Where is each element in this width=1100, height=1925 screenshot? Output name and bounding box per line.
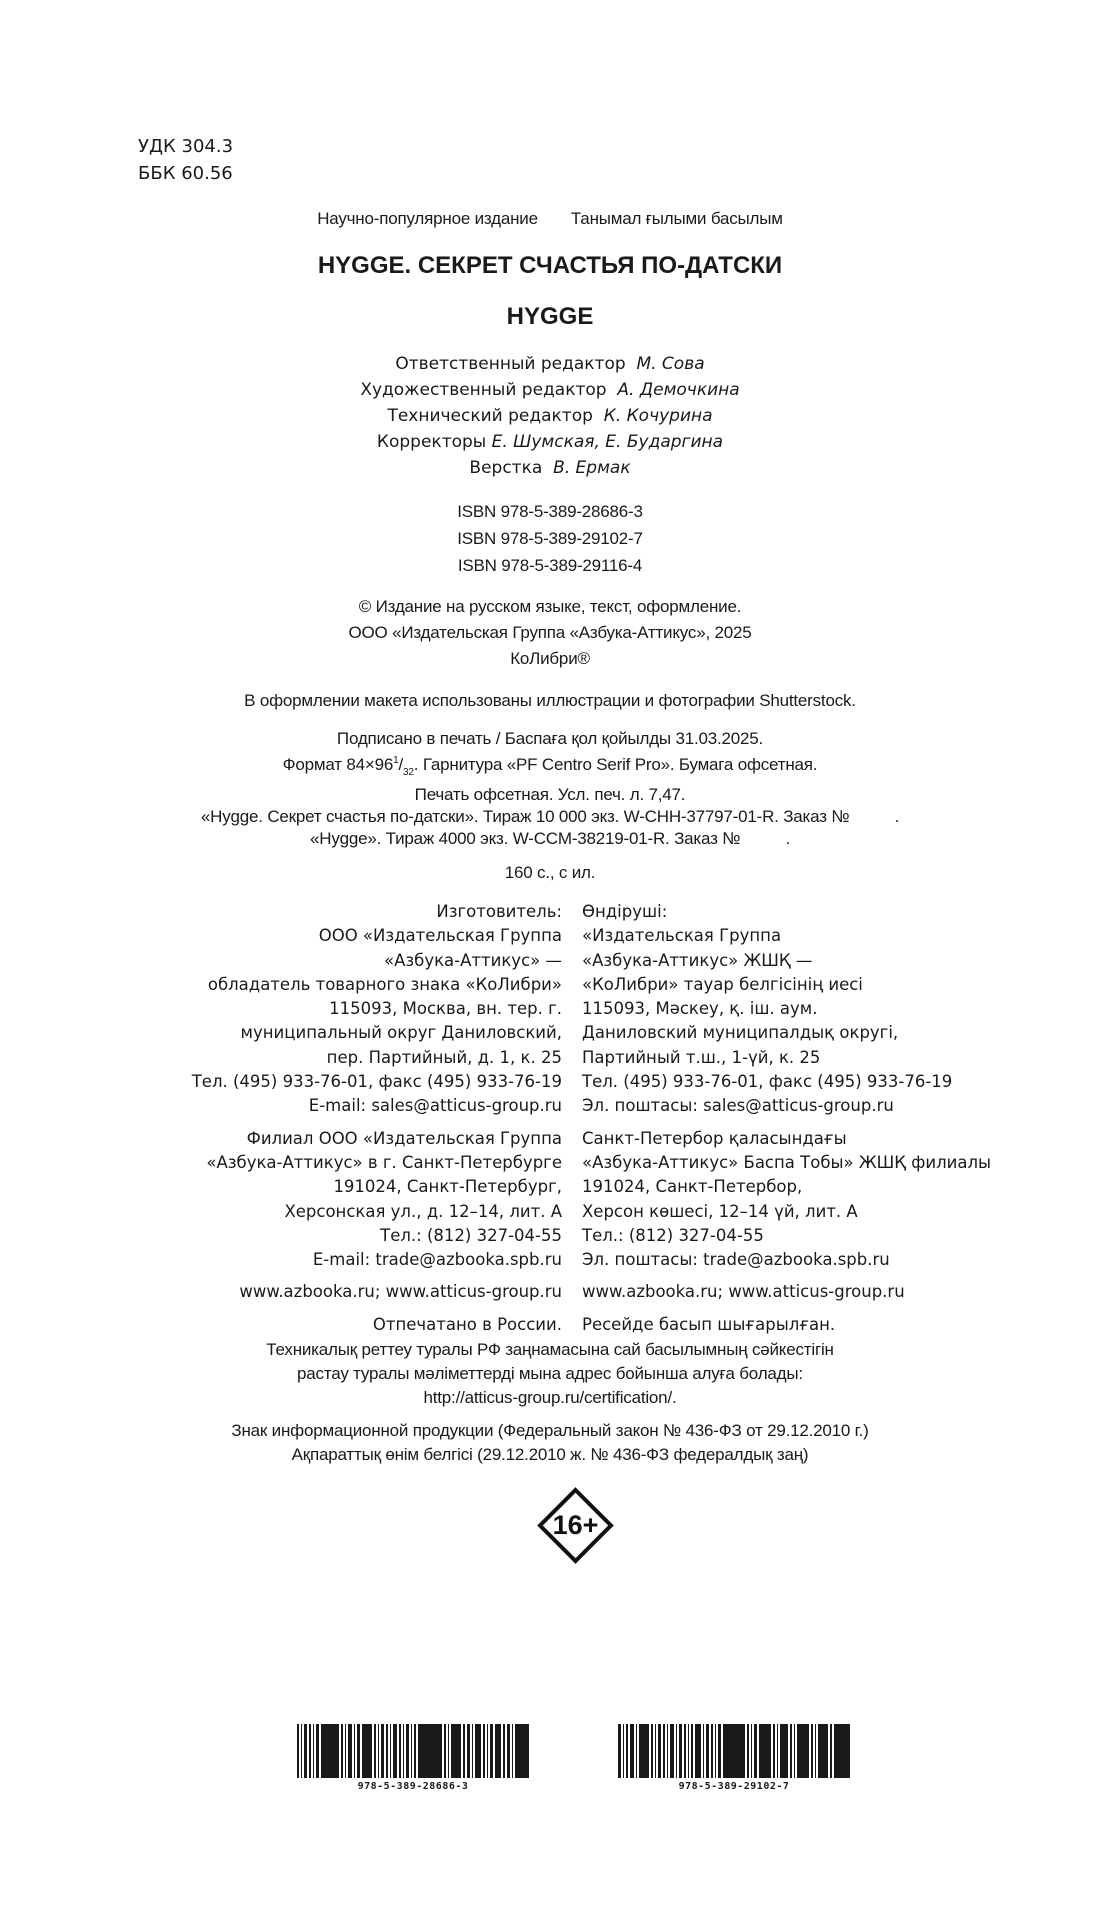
print-run-2: «Hygge». Тираж 4000 экз. W-CCM-38219-01-R. Заказ № . — [309, 829, 791, 848]
barcode-2 — [618, 1724, 850, 1792]
classification-codes — [138, 133, 233, 187]
format-sup: 1 — [393, 755, 399, 766]
barcode-label: 978-5-389-29102-7 — [678, 1781, 790, 1792]
branch-ru-line: «Азбука-Аттикус» в г. Санкт-Петербурге — [206, 1152, 562, 1172]
signed-date: Подписано в печать / Баспаға қол қойылды 31.03.2025. — [336, 729, 764, 748]
branch-kz-line: «Азбука-Аттикус» Баспа Тобы» ЖШҚ филиалы — [582, 1152, 992, 1172]
edition-type-kz: Танымал ғылыми басылым — [570, 209, 783, 228]
print-type: Печать офсетная. Усл. печ. л. 7,47. — [414, 785, 686, 804]
credit-role: Технический редактор — [387, 406, 593, 426]
page-count: 160 с., с ил. — [504, 863, 596, 882]
credit-role: Ответственный редактор — [395, 354, 626, 374]
info-sign-block — [0, 1419, 1100, 1467]
manufacturer-ru-line: обладатель товарного знака «КоЛибри» — [207, 974, 562, 994]
branch-ru-line: 191024, Санкт-Петербург, — [333, 1177, 562, 1197]
isbn-line: ISBN 978-5-389-28686-3 — [457, 502, 643, 521]
websites-kz: www.azbooka.ru; www.atticus-group.ru — [582, 1282, 905, 1302]
manufacturer-kz-line: «Азбука-Аттикус» ЖШҚ — — [582, 950, 813, 970]
manufacturer-ru-line: пер. Партийный, д. 1, к. 25 — [326, 1047, 562, 1067]
credit-line — [0, 351, 1100, 377]
isbn-line: ISBN 978-5-389-29102-7 — [457, 529, 643, 548]
manufacturer-kz-line: 115093, Мәскеу, қ. іш. аум. — [582, 999, 818, 1019]
manufacturer-kz-line: «Издательская Группа — [582, 926, 782, 946]
certification-line: растау туралы мәліметтерді мына адрес бойынша алуға болады: — [297, 1364, 803, 1383]
certification-line: Техникалық реттеу туралы РФ заңнамасына сай басылымның сәйкестігін — [266, 1340, 834, 1359]
illustrations-note: В оформлении макета использованы иллюстрации и фотографии Shutterstock. — [244, 691, 856, 710]
manufacturer-kz-line: Даниловский муниципалдық округі, — [582, 1023, 899, 1043]
copyright-block — [0, 594, 1100, 672]
credits-block — [0, 351, 1100, 481]
branch-ru-line: E-mail: trade@azbooka.spb.ru — [312, 1250, 562, 1270]
barcode-bars — [297, 1724, 529, 1778]
manufacturer-ru-line: E-mail: sales@atticus-group.ru — [308, 1096, 562, 1116]
age-rating-text: 16+ — [552, 1510, 599, 1540]
manufacturer-ru-line: муниципальный округ Даниловский, — [240, 1023, 562, 1043]
barcode-label: 978-5-389-28686-3 — [357, 1781, 469, 1792]
printed-in-ru: Отпечатано в России. — [372, 1314, 562, 1334]
format-suffix: . Гарнитура «PF Centro Serif Pro». Бумага офсетная. — [413, 755, 818, 774]
manufacturer-kz-line: «КоЛибри» тауар белгісінің иесі — [582, 974, 863, 994]
book-title: HYGGE. СЕКРЕТ СЧАСТЬЯ ПО-ДАТСКИ — [317, 252, 783, 279]
branch-ru-line: Херсонская ул., д. 12–14, лит. А — [284, 1201, 562, 1221]
manufacturer-ru-line: ООО «Издательская Группа — [318, 926, 562, 946]
copyright-line: ООО «Издательская Группа «Азбука-Аттикус», 2025 — [348, 623, 752, 642]
print-run-1: «Hygge. Секрет счастья по-датски». Тираж 10 000 экз. W-CHH-37797-01-R. Заказ № . — [200, 807, 900, 826]
print-info-block — [0, 728, 1100, 884]
certification-block — [0, 1338, 1100, 1410]
manufacturer-kz-line: Эл. поштасы: sales@atticus-group.ru — [582, 1096, 894, 1116]
isbn-line: ISBN 978-5-389-29116-4 — [457, 556, 643, 575]
branch-kz-line: Санкт-Петербор қаласындағы — [582, 1128, 847, 1148]
credit-role: Художественный редактор — [360, 380, 607, 400]
branch-kz-line: Тел.: (812) 327-04-55 — [582, 1225, 764, 1245]
credit-line — [0, 377, 1100, 403]
certification-url: http://atticus-group.ru/certification/. — [423, 1388, 677, 1407]
copyright-line: © Издание на русском языке, текст, оформление. — [358, 597, 742, 616]
branch-kz-line: 191024, Санкт-Петербор, — [582, 1177, 803, 1197]
credit-role: Корректоры — [376, 432, 487, 452]
info-sign-line: Знак информационной продукции (Федеральный закон № 436-ФЗ от 29.12.2010 г.) — [231, 1421, 869, 1440]
credit-name: А. Демочкина — [617, 380, 740, 400]
printed-in-kz: Ресейде басып шығарылған. — [582, 1314, 836, 1334]
age-rating-badge — [537, 1487, 614, 1564]
format-sub: 32 — [403, 767, 414, 778]
manufacturer-ru-line: Изготовитель: — [436, 902, 562, 921]
bbk-code: ББК 60.56 — [138, 163, 233, 184]
barcode-bars — [618, 1724, 850, 1778]
info-sign-line: Ақпараттық өнім белгісі (29.12.2010 ж. № 436-ФЗ федералдық заң) — [291, 1445, 809, 1464]
credit-role: Верстка — [469, 458, 543, 478]
credit-name: В. Ермак — [553, 458, 631, 478]
barcode-1 — [297, 1724, 529, 1792]
manufacturer-kz-line: Өндіруші: — [582, 902, 668, 921]
book-subtitle: HYGGE — [506, 303, 594, 330]
credit-line — [0, 403, 1100, 429]
manufacturer-ru-line: Тел. (495) 933-76-01, факс (495) 933-76-19 — [191, 1072, 562, 1092]
copyright-line: КоЛибри® — [510, 649, 590, 668]
manufacturer-kz-line: Тел. (495) 933-76-01, факс (495) 933-76-19 — [582, 1072, 953, 1092]
credit-line — [0, 429, 1100, 455]
credit-name: К. Кочурина — [603, 406, 713, 426]
branch-kz-line: Херсон көшесі, 12–14 үй, лит. А — [582, 1201, 858, 1221]
branch-kz-line: Эл. поштасы: trade@azbooka.spb.ru — [582, 1250, 890, 1270]
credit-name: Е. Шумская, Е. Бударгина — [491, 432, 724, 452]
isbn-block — [0, 498, 1100, 579]
manufacturer-ru-line: 115093, Москва, вн. тер. г. — [329, 999, 562, 1019]
websites-ru: www.azbooka.ru; www.atticus-group.ru — [239, 1282, 562, 1302]
credit-name: М. Сова — [636, 354, 705, 374]
udk-code: УДК 304.3 — [138, 136, 234, 157]
format-line: Формат $84\times 96^1/_{32}$. Гарнитура «PF Centro Serif Pro». Бумага офсетная. — [282, 755, 818, 778]
manufacturer-ru-line: «Азбука-Аттикус» — — [383, 950, 562, 970]
credit-line — [0, 455, 1100, 481]
manufacturer-kz — [582, 900, 1042, 1337]
edition-type — [0, 207, 1100, 231]
format-prefix: Формат 84×96 — [282, 755, 394, 774]
branch-ru-line: Тел.: (812) 327-04-55 — [380, 1225, 562, 1245]
branch-ru-line: Филиал ООО «Издательская Группа — [246, 1128, 562, 1148]
manufacturer-kz-line: Партийный т.ш., 1-үй, к. 25 — [582, 1047, 821, 1067]
edition-type-ru: Научно-популярное издание — [317, 209, 538, 228]
manufacturer-ru — [102, 900, 562, 1337]
